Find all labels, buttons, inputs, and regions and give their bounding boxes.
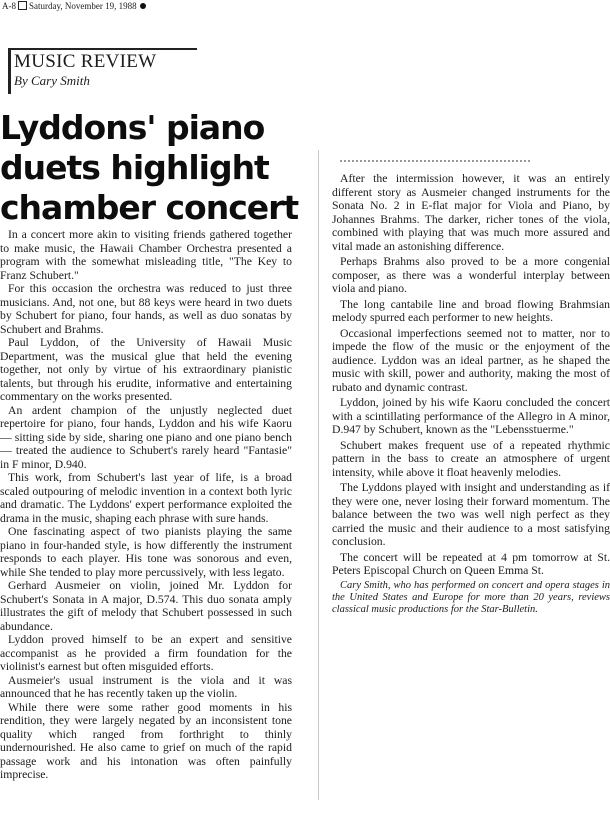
paragraph: Lyddon proved himself to be an expert and sensitive accompanist as he provided a firm foundation for the violinist's earnest but often misguided efforts. <box>0 633 292 673</box>
paragraph: An ardent champion of the unjustly neglected duet repertoire for piano, four hands, Lyddon and his wife Kaoru — sitting side by side, sharing one piano and one piano bench — treated the audience to Schubert's rarely heard "Fantasie" in F minor, D.940. <box>0 403 292 471</box>
paragraph: Occasional imperfections seemed not to matter, nor to impede the flow of the music or the enjoyment of the audience. Lyddon was an ideal partner, as he shaped the music with skill, power and authority, making the most of rubato and dynamic contrast. <box>332 326 610 394</box>
paragraph: Gerhard Ausmeier on violin, joined Mr. Lyddon for Schubert's Sonata in A major, D.574. This duo sonata amply illustrates the gift of melody that Schubert possessed in such abundance. <box>0 579 292 633</box>
paragraph: After the intermission however, it was an entirely different story as Ausmeier changed instruments for the Sonata No. 2 in E-flat major for Viola and Piano, by Johannes Brahms. The darker, richer tones of the viola, combined with playing that was much more assured and vital made an astonishing difference. <box>332 172 610 253</box>
paragraph: This work, from Schubert's last year of life, is a broad scaled outpouring of melodic invention in a context both lyric and dramatic. The Lyddons' expert performance exploited the drama in the music, shaping each phrase with sure hands. <box>0 471 292 525</box>
byline: By Cary Smith <box>14 73 90 88</box>
paragraph: Schubert makes frequent use of a repeated rhythmic pattern in the bass to create an atmosphere of urgent intensity, while above it float heavenly melodies. <box>332 438 610 479</box>
torn-clipping-edge <box>340 160 530 165</box>
paragraph: The long cantabile line and broad flowing Brahmsian melody spurred each performer to new heights. <box>332 297 610 324</box>
paragraph: Lyddon, joined by his wife Kaoru concluded the concert with a scintillating performance of the Allegro in A minor, D.947 by Schubert, known as the "Lebensstuerme." <box>332 396 610 436</box>
paragraph: While there were some rather good moments in his rendition, they were largely negated by an inconsistent tone quality which ranged from forthright to thinly undernourished. He also came to grief on much of the rapid passage work and his intonation was often painfully imprecise. <box>0 700 292 781</box>
page-dateline <box>2 1 302 11</box>
page-number: A-8 <box>2 1 16 11</box>
bullet-icon <box>140 3 146 9</box>
headline <box>0 108 300 228</box>
paragraph: The concert will be repeated at 4 pm tomorrow at St. Peters Episcopal Church on Queen Emma St. <box>332 550 610 577</box>
paragraph: The Lyddons played with insight and understanding as if they were one, never losing their forward momentum. The balance between the two was well nigh perfect as they carried the music and their audience to a most satisfying conclusion. <box>332 481 610 548</box>
paragraph: For this occasion the orchestra was reduced to just three musicians. And, not one, but 88 keys were heard in two duets by Schubert for piano, four hands, as well as duo sonatas by Schubert and Brahms. <box>0 282 292 336</box>
square-icon <box>18 1 27 10</box>
paragraph: Perhaps Brahms also proved to be a more congenial composer, as there was a wonderful interplay between viola and piano. <box>332 255 610 295</box>
paragraph: In a concert more akin to visiting friends gathered together to make music, the Hawaii Chamber Orchestra presented a program with the somewhat misleading title, "The Key to Franz Schubert." <box>0 228 292 282</box>
section-kicker: MUSIC REVIEW <box>14 51 157 72</box>
article-column-left <box>0 228 292 782</box>
headline-line: duets highlight <box>0 148 269 187</box>
column-divider <box>318 150 319 800</box>
paragraph: Ausmeier's usual instrument is the viola and it was announced that he has recently taken up the violin. <box>0 673 292 700</box>
issue-date: Saturday, November 19, 1988 <box>29 1 137 11</box>
paragraph: Paul Lyddon, of the University of Hawaii Music Department, was the musical glue that held the evening together, not only by virtue of his extraordinary pianistic talents, but through his erudite, informative and entertaining commentary on the works presented. <box>0 336 292 403</box>
author-credit: Cary Smith, who has performed on concert and opera stages in the United States and Europe for more than 20 years, reviews classical music productions for the Star-Bulletin. <box>332 579 610 615</box>
paragraph: One fascinating aspect of two pianists playing the same piano in four-handed style, is how differently the instrument responds to each player. His tone was sonorous and even, while She tended to play more percussively, with less legato. <box>0 525 292 579</box>
headline-line: Lyddons' piano <box>0 108 265 147</box>
headline-line: chamber concert <box>0 188 299 227</box>
article-column-right <box>332 172 610 616</box>
